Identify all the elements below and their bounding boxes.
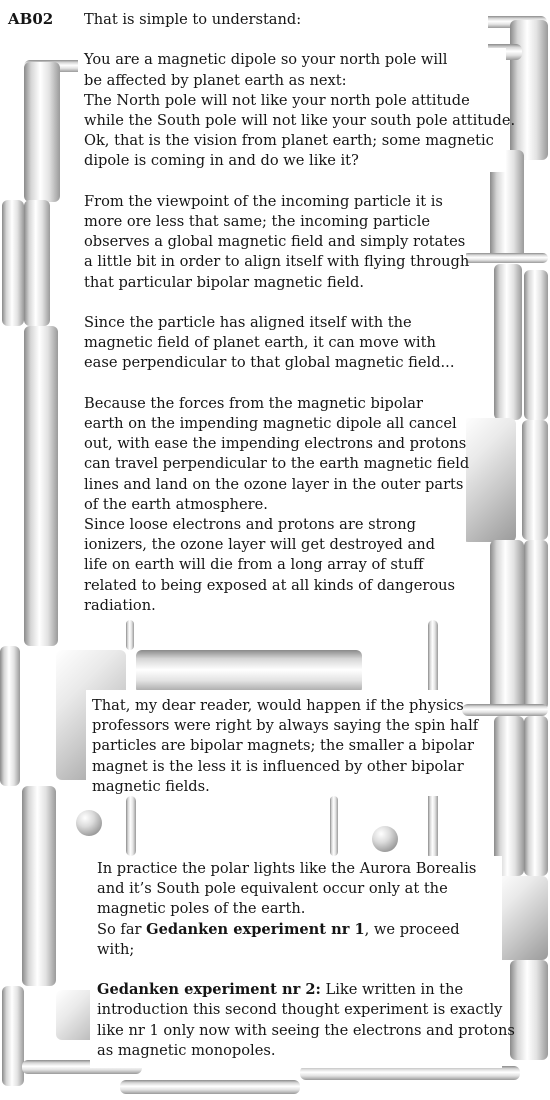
frame-bar bbox=[24, 326, 58, 646]
paragraph-line: can travel perpendicular to the earth magnetic field bbox=[84, 455, 470, 473]
paragraph-line: dipole is coming in and do we like it? bbox=[84, 152, 359, 170]
paragraph-line: earth on the impending magnetic dipole all cancel bbox=[84, 415, 457, 432]
experiment-2-first: Like written in the bbox=[320, 981, 464, 999]
sofar-post: , we proceed bbox=[364, 920, 460, 938]
frame-bar bbox=[524, 716, 548, 876]
paragraph-line: observes a global magnetic field and simply rotates bbox=[84, 233, 466, 251]
paragraph-line: Since the particle has aligned itself with the bbox=[84, 314, 412, 331]
experiment-2-label: Gedanken experiment nr 2: bbox=[97, 981, 321, 999]
frame-bar bbox=[510, 20, 548, 160]
frame-bar bbox=[0, 646, 20, 786]
paragraph-line: magnet is the less it is influenced by other bipolar bbox=[92, 757, 464, 775]
frame-bar bbox=[2, 986, 24, 1086]
paragraph-line: That, my dear reader, would happen if the physics bbox=[92, 697, 464, 714]
paragraph-line: introduction this second thought experiment is exactly bbox=[97, 1001, 503, 1019]
paragraph-line: You are a magnetic dipole so your north pole will bbox=[84, 51, 448, 69]
frame-bar bbox=[126, 796, 136, 856]
paragraph-line: The North pole will not like your north pole attitude bbox=[84, 91, 470, 109]
paragraph-line: professors were right by always saying the spin half bbox=[92, 717, 479, 735]
paragraph-line: that particular bipolar magnetic field. bbox=[84, 273, 364, 291]
frame-bar bbox=[510, 960, 548, 1060]
paragraph-line: as magnetic monopoles. bbox=[97, 1041, 276, 1059]
paragraph-line: a little bit in order to align itself with flying through bbox=[84, 253, 470, 271]
frame-bar bbox=[524, 540, 548, 710]
paragraph-line: ease perpendicular to that global magnetic field... bbox=[84, 354, 455, 372]
experiment-2-line bbox=[97, 980, 515, 1000]
paragraph-line: while the South pole will not like your south pole attitude. bbox=[84, 112, 516, 129]
paragraph-line: related to being exposed at all kinds of dangerous bbox=[84, 576, 456, 594]
paragraph-line: radiation. bbox=[84, 596, 156, 614]
paragraph-line: more ore less that same; the incoming particle bbox=[84, 213, 431, 230]
sofar-pre: So far bbox=[97, 920, 147, 938]
paragraph-line: Because the forces from the magnetic bipolar bbox=[84, 394, 423, 412]
paragraph-line: In practice the polar lights like the Aurora Borealis bbox=[97, 860, 477, 877]
paragraph-line: magnetic poles of the earth. bbox=[97, 900, 306, 918]
frame-bar bbox=[494, 716, 524, 876]
paragraph-line: ionizers, the ozone layer will get destroyed and bbox=[84, 536, 435, 554]
paragraph-line: be affected by planet earth as next: bbox=[84, 71, 347, 89]
frame-bar bbox=[2, 200, 24, 326]
paragraph-line: out, with ease the impending electrons and protons bbox=[84, 435, 467, 453]
paragraph-line: life on earth will die from a long array of stuff bbox=[84, 556, 424, 574]
frame-bar bbox=[330, 796, 338, 856]
frame-bar bbox=[522, 420, 548, 540]
main-text-block bbox=[84, 10, 515, 616]
frame-bar bbox=[524, 270, 548, 420]
frame-bar bbox=[24, 62, 60, 202]
page-identifier: AB02 bbox=[8, 10, 54, 28]
paragraph-line: magnetic field of planet earth, it can move with bbox=[84, 334, 436, 352]
paragraph-line: magnetic fields. bbox=[92, 777, 210, 795]
paragraph-line: like nr 1 only now with seeing the electrons and protons bbox=[97, 1021, 515, 1039]
frame-bar bbox=[22, 786, 56, 986]
paragraph-line: From the viewpoint of the incoming particle it is bbox=[84, 192, 443, 210]
frame-bar bbox=[300, 1066, 520, 1080]
paragraph-line: and it’s South pole equivalent occur only at the bbox=[97, 880, 448, 898]
paragraph-line: of the earth atmosphere. bbox=[84, 495, 268, 513]
frame-bar bbox=[24, 200, 50, 326]
experiment-1-label: Gedanken experiment nr 1 bbox=[146, 920, 365, 938]
paragraph-line: Since loose electrons and protons are strong bbox=[84, 516, 416, 534]
frame-bar bbox=[126, 620, 134, 650]
aurora-text-block bbox=[97, 859, 515, 1061]
paragraph-line: lines and land on the ozone layer in the outer parts bbox=[84, 475, 464, 493]
paragraph-line: particles are bipolar magnets; the smaller a bipolar bbox=[92, 737, 475, 755]
frame-bar bbox=[136, 650, 362, 694]
paragraph-line: Ok, that is the vision from planet earth; some magnetic bbox=[84, 132, 494, 150]
chrome-sphere bbox=[372, 826, 398, 852]
frame-bar bbox=[120, 1080, 300, 1094]
paragraph-line: with; bbox=[97, 940, 135, 958]
professors-text-block bbox=[92, 696, 478, 797]
sofar-line bbox=[97, 920, 515, 940]
chrome-sphere bbox=[76, 810, 102, 836]
intro-line: That is simple to understand: bbox=[84, 11, 302, 28]
